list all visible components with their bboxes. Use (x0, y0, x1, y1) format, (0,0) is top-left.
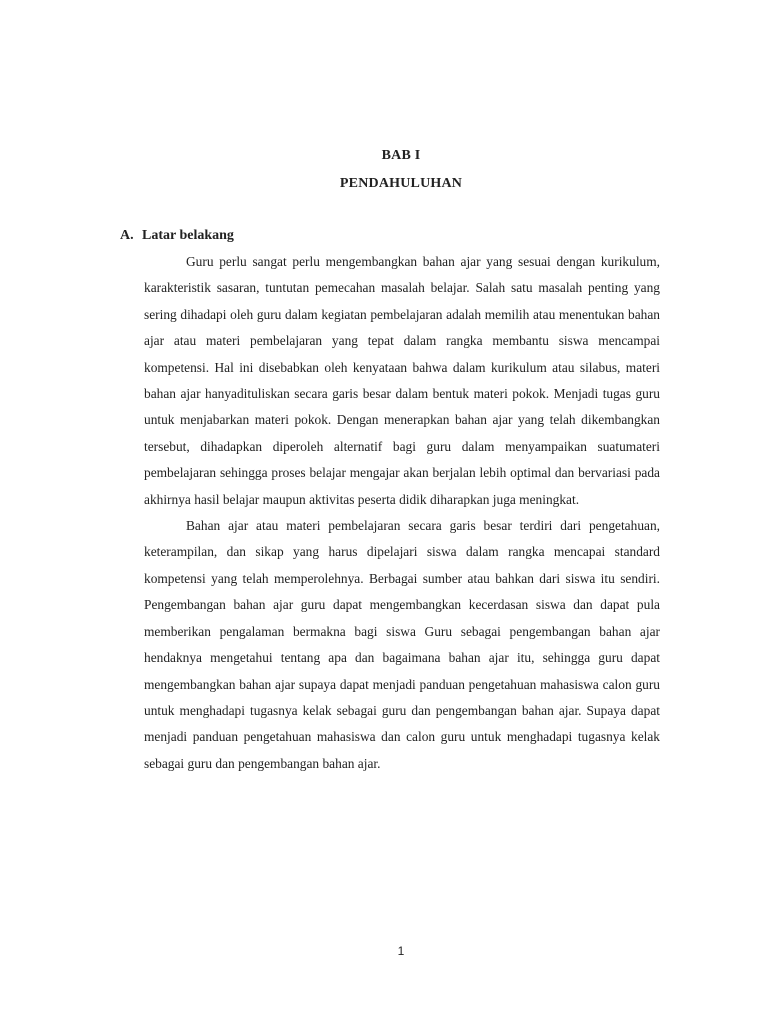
section-number: A. (120, 228, 134, 243)
paragraph: Guru perlu sangat perlu mengembangkan bahan ajar yang sesuai dengan kurikulum, karakteristik sasaran, tuntutan pemecahan masalah belajar. Salah satu masalah penting yang sering dihadapi oleh guru dalam kegiatan pembelajaran adalah memilih atau menentukan bahan ajar atau materi pembelajaran yang tepat dalam rangka membantu siswa mencampai kompetensi. Hal ini disebabkan oleh kenyataan bahwa dalam kurikulum atau silabus, materi bahan ajar hanyadituliskan secara garis besar dalam bentuk materi pokok. Menjadi tugas guru untuk menjabarkan materi pokok. Dengan menerapkan bahan ajar yang telah dikembangkan tersebut, dihadapkan diperoleh alternatif bagi guru dalam menyampaikan suatumateri pembelajaran sehingga proses belajar mengajar akan berjalan lebih optimal dan bervariasi pada akhirnya hasil belajar maupun aktivitas peserta didik diharapkan juga meningkat. (144, 254, 660, 507)
body-text (144, 249, 660, 777)
section-title: Latar belakang (142, 228, 234, 243)
chapter-label: BAB I (381, 148, 421, 163)
section-heading (120, 228, 234, 244)
chapter-title: PENDAHULUHAN (339, 176, 463, 191)
page-number: 1 (397, 944, 405, 958)
paragraph: Bahan ajar atau materi pembelajaran secara garis besar terdiri dari pengetahuan, keterampilan, dan sikap yang harus dipelajari siswa dalam rangka mencapai standard kompetensi yang telah memperolehnya. Berbagai sumber atau bahkan dari siswa itu sendiri. Pengembangan bahan ajar guru dapat mengembangkan kecerdasan siswa dan dapat pula memberikan pengalaman bermakna bagi siswa Guru sebagai pengembangan bahan ajar hendaknya mengetahui tentang apa dan bagaimana bahan ajar itu, sehingga guru dapat mengembangkan bahan ajar supaya dapat menjadi panduan pengetahuan mahasiswa calon guru untuk menghadapi tugasnya kelak sebagai guru dan pengembangan bahan ajar. Supaya dapat menjadi panduan pengetahuan mahasiswa dan calon guru untuk menghadapi tugasnya kelak sebagai guru dan pengembangan bahan ajar. (144, 518, 660, 771)
